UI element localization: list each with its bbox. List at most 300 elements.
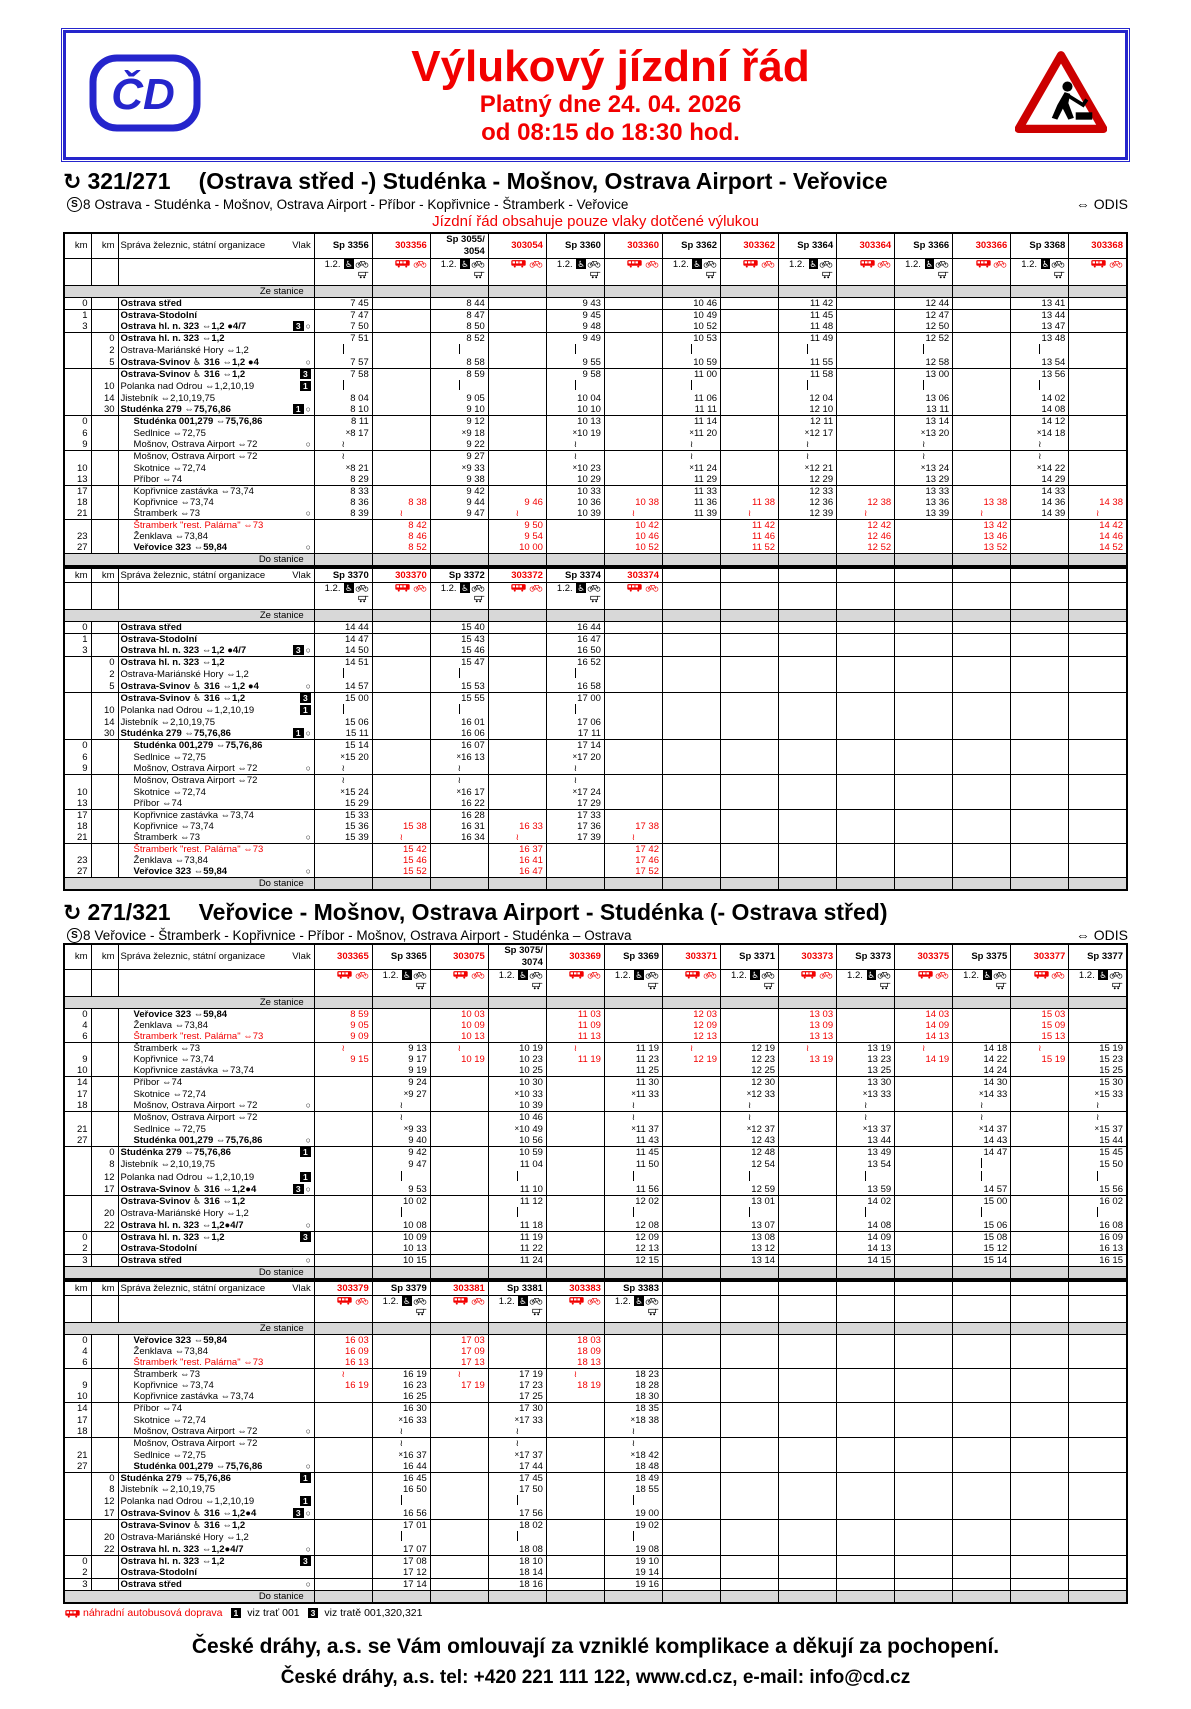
time-cell	[430, 1043, 488, 1055]
time-cell	[1011, 657, 1069, 669]
time-cell	[488, 622, 546, 634]
time-cell	[953, 634, 1011, 646]
time-cell	[953, 1100, 1011, 1112]
time-cell: 11 49	[779, 333, 837, 345]
km-cell	[64, 1043, 91, 1055]
train-icons	[721, 259, 779, 286]
time-cell	[546, 1520, 604, 1532]
time-cell	[895, 1556, 953, 1568]
time-cell	[1011, 1232, 1069, 1244]
time-cell: 8 42	[372, 520, 430, 532]
train-number	[1011, 568, 1069, 583]
bike-icon	[471, 1296, 485, 1305]
station-row	[64, 1220, 1127, 1232]
time-cell: 13 09	[779, 1020, 837, 1031]
time-cell	[662, 1449, 720, 1461]
km-cell	[64, 704, 91, 717]
bike-icon	[529, 970, 543, 979]
train-number	[779, 1281, 837, 1296]
time-cell	[1069, 728, 1127, 740]
time-cell: 10 13	[546, 416, 604, 428]
station-row	[64, 497, 1127, 508]
time-cell	[721, 1100, 779, 1112]
station-row	[64, 1579, 1127, 1591]
time-cell	[1069, 1346, 1127, 1357]
time-cell	[779, 1147, 837, 1159]
train-number: 303366	[953, 233, 1011, 259]
time-cell	[953, 786, 1011, 798]
cd-logo	[80, 54, 210, 137]
km-cell: 0	[64, 1009, 91, 1021]
time-cell	[488, 810, 546, 822]
time-cell	[953, 1031, 1011, 1043]
station-name: Ostrava-Svinov ♿ 316 ⇔1,2	[120, 369, 246, 380]
time-cell	[895, 1088, 953, 1100]
time-cell	[488, 1335, 546, 1347]
bus-icon	[918, 970, 933, 979]
time-cell: 16 56	[372, 1508, 430, 1520]
time-cell	[779, 451, 837, 463]
time-cell	[430, 1123, 488, 1135]
km-cell: 18	[64, 821, 91, 832]
time-cell	[837, 622, 895, 634]
time-cell: 9 42	[372, 1147, 430, 1159]
time-cell	[546, 1484, 604, 1495]
km-cell: 27	[64, 1135, 91, 1147]
train-number	[895, 1281, 953, 1296]
time-cell	[604, 657, 662, 669]
time-cell: 12 54	[721, 1158, 779, 1171]
time-cell	[430, 1232, 488, 1244]
time-cell	[1011, 728, 1069, 740]
station-row	[64, 1461, 1127, 1473]
station-name: Příbor ⇔74	[133, 1403, 183, 1414]
time-cell: 16 47	[546, 634, 604, 646]
time-cell	[1069, 380, 1127, 393]
time-cell	[837, 1567, 895, 1579]
km-cell	[64, 1544, 91, 1556]
time-cell	[314, 1196, 372, 1208]
time-cell	[1011, 1579, 1069, 1591]
time-cell	[662, 1357, 720, 1369]
bus-icon	[395, 583, 410, 592]
time-cell	[1011, 1380, 1069, 1391]
time-cell	[837, 310, 895, 322]
time-cell	[1011, 645, 1069, 657]
km-cell	[91, 310, 118, 322]
wheelchair-icon: ♿	[577, 259, 585, 269]
time-cell	[662, 1484, 720, 1495]
time-cell	[314, 1077, 372, 1089]
no-stop-squiggle: ≀	[689, 1043, 694, 1053]
station-row	[64, 1567, 1127, 1579]
km-cell	[91, 1357, 118, 1369]
time-cell: ×10 33	[488, 1088, 546, 1100]
time-cell	[314, 1426, 372, 1438]
station-row	[64, 344, 1127, 357]
no-stop-squiggle: ≀	[341, 775, 345, 785]
station-row	[64, 1508, 1127, 1520]
bike-icon	[819, 259, 833, 268]
station-row	[64, 1438, 1127, 1450]
station-row	[64, 1255, 1127, 1267]
time-cell	[779, 1158, 837, 1171]
time-cell	[314, 1473, 372, 1485]
train-number: 303375	[895, 944, 953, 970]
pass-through-mark	[575, 380, 576, 390]
luggage-cart-icon	[764, 982, 775, 990]
time-cell	[430, 1438, 488, 1450]
time-cell: 19 10	[604, 1556, 662, 1568]
time-cell	[546, 1065, 604, 1077]
time-cell	[372, 740, 430, 752]
time-cell	[895, 1232, 953, 1244]
wheelchair-icon: ♿	[635, 1296, 643, 1306]
bike-icon	[645, 583, 659, 592]
time-cell	[372, 1031, 430, 1043]
time-cell	[837, 439, 895, 451]
time-cell: 13 06	[895, 393, 953, 404]
stop-circle-icon: ○	[305, 866, 311, 876]
time-cell	[662, 451, 720, 463]
station-name: Jistebník ⇔2,10,19,75	[120, 393, 216, 404]
time-cell: 18 55	[604, 1484, 662, 1495]
bus-note-icon: 1	[231, 1608, 242, 1618]
time-cell: 8 59	[430, 369, 488, 381]
time-cell: ×11 33	[604, 1088, 662, 1100]
station-row	[64, 1112, 1127, 1124]
time-cell	[779, 1100, 837, 1112]
pass-through-mark	[1097, 1207, 1098, 1217]
time-cell	[1069, 344, 1127, 357]
time-cell: 12 48	[721, 1147, 779, 1159]
time-cell	[372, 1335, 430, 1347]
time-cell	[430, 844, 488, 856]
time-cell	[721, 634, 779, 646]
time-cell	[1069, 369, 1127, 381]
time-cell: 10 08	[372, 1220, 430, 1232]
time-cell	[604, 1357, 662, 1369]
time-cell	[1011, 832, 1069, 844]
bus-icon	[453, 1296, 468, 1305]
time-cell	[837, 693, 895, 705]
time-cell: 16 31	[430, 821, 488, 832]
time-cell: 11 42	[779, 298, 837, 310]
request-stop-mark: ×	[862, 1089, 868, 1098]
train-icons	[895, 583, 953, 610]
time-cell	[895, 855, 953, 866]
time-cell	[1011, 1171, 1069, 1184]
legend-row	[65, 1607, 1128, 1619]
time-cell	[1011, 786, 1069, 798]
timetable-3	[63, 943, 1128, 1280]
request-stop-mark: ×	[1036, 463, 1042, 472]
time-cell	[953, 357, 1011, 369]
time-cell	[779, 728, 837, 740]
time-cell: 16 02	[1069, 1196, 1127, 1208]
time-cell	[546, 1135, 604, 1147]
time-cell	[895, 1484, 953, 1495]
time-cell: 10 02	[372, 1196, 430, 1208]
pass-through-mark	[981, 1207, 982, 1217]
time-cell: 9 46	[488, 497, 546, 508]
wheelchair-icon: ♿	[983, 970, 992, 980]
time-cell	[837, 369, 895, 381]
time-cell	[546, 1158, 604, 1171]
time-cell: 9 45	[546, 310, 604, 322]
time-cell	[546, 1438, 604, 1450]
time-cell	[662, 832, 720, 844]
time-cell	[721, 1020, 779, 1031]
station-name: Studénka 001,279 ⇔75,76,86	[133, 416, 263, 427]
pass-through-mark	[1097, 1171, 1098, 1181]
station-name: Ostrava-Stodolní	[120, 634, 198, 645]
bus-icon	[395, 259, 410, 268]
station-row	[64, 439, 1127, 451]
time-cell	[488, 1426, 546, 1438]
time-cell	[721, 1391, 779, 1403]
time-cell	[953, 1357, 1011, 1369]
time-cell: 17 36	[546, 821, 604, 832]
time-cell	[1011, 1544, 1069, 1556]
time-cell	[779, 1403, 837, 1415]
time-cell	[430, 1100, 488, 1112]
train-number	[721, 568, 779, 583]
time-cell	[1011, 1357, 1069, 1369]
bus-icon	[801, 970, 816, 979]
time-cell	[1011, 1158, 1069, 1171]
time-cell: 16 44	[372, 1461, 430, 1473]
time-cell	[1069, 855, 1127, 866]
km-cell	[91, 1391, 118, 1403]
no-stop-squiggle: ≀	[922, 451, 926, 461]
time-cell	[895, 1508, 953, 1520]
no-stop-squiggle: ≀	[805, 1043, 810, 1053]
time-cell: 9 24	[372, 1077, 430, 1089]
time-cell	[1011, 1207, 1069, 1220]
station-row	[64, 1088, 1127, 1100]
time-cell: 11 24	[488, 1255, 546, 1267]
bus-note-icon: 1	[293, 728, 304, 738]
time-cell	[546, 1184, 604, 1196]
time-cell: 9 47	[430, 508, 488, 520]
train-icons: 1.2. ♿	[488, 1296, 546, 1323]
time-cell	[1011, 821, 1069, 832]
station-name: Příbor ⇔74	[133, 1077, 183, 1088]
time-cell: 9 22	[430, 439, 488, 451]
km-cell	[64, 1520, 91, 1532]
time-cell: 9 10	[430, 404, 488, 416]
bike-icon	[587, 970, 601, 979]
time-cell	[1069, 1438, 1127, 1450]
station-row	[64, 1043, 1127, 1055]
time-cell	[953, 1438, 1011, 1450]
time-cell	[314, 844, 372, 856]
bike-icon	[355, 583, 369, 592]
time-cell	[953, 855, 1011, 866]
train-icons: 1.2. ♿	[953, 970, 1011, 997]
time-cell	[604, 798, 662, 810]
time-cell	[779, 1495, 837, 1508]
time-cell	[604, 728, 662, 740]
luggage-cart-icon	[416, 1308, 427, 1316]
bike-icon	[471, 970, 485, 979]
pass-through-mark	[1039, 380, 1040, 390]
km-cell	[91, 1031, 118, 1043]
time-cell	[546, 1369, 604, 1381]
time-cell: 11 25	[604, 1065, 662, 1077]
time-cell	[604, 1100, 662, 1112]
stop-circle-icon: ○	[305, 542, 311, 552]
time-cell: 18 02	[488, 1520, 546, 1532]
km-cell: 10	[91, 704, 118, 717]
time-cell: 14 43	[953, 1135, 1011, 1147]
bus-note-icon: 3	[293, 645, 304, 655]
time-cell	[895, 1531, 953, 1544]
time-cell: 10 46	[488, 1112, 546, 1124]
time-cell	[372, 404, 430, 416]
time-cell	[779, 1088, 837, 1100]
time-cell	[1069, 1461, 1127, 1473]
train-number	[779, 568, 837, 583]
km-cell: 30	[91, 404, 118, 416]
km-cell: 17	[64, 810, 91, 822]
station-name: Studénka 001,279 ⇔75,76,86	[133, 1461, 263, 1472]
time-cell: 12 36	[779, 497, 837, 508]
request-stop-mark: ×	[345, 428, 351, 437]
time-cell	[1069, 1357, 1127, 1369]
time-cell	[372, 439, 430, 451]
time-cell: 13 33	[895, 486, 953, 498]
time-cell: 12 09	[662, 1020, 720, 1031]
time-cell	[314, 1484, 372, 1495]
no-stop-squiggle: ≀	[515, 1426, 520, 1436]
time-cell	[895, 1461, 953, 1473]
time-cell	[721, 786, 779, 798]
pass-through-mark	[865, 1171, 866, 1181]
time-cell: 15 06	[314, 717, 372, 728]
time-cell: 18 23	[604, 1369, 662, 1381]
time-cell: 14 29	[1011, 474, 1069, 486]
time-cell	[488, 751, 546, 763]
time-cell	[430, 855, 488, 866]
bus-icon	[511, 259, 526, 268]
no-stop-squiggle: ≀	[573, 451, 578, 461]
time-cell: 13 41	[1011, 298, 1069, 310]
time-cell	[779, 344, 837, 357]
time-cell: 11 19	[604, 1043, 662, 1055]
time-cell	[953, 821, 1011, 832]
time-cell	[662, 657, 720, 669]
pass-through-mark	[981, 1171, 982, 1181]
bus-icon	[627, 259, 642, 268]
line-row-1	[67, 196, 1128, 212]
pass-through-mark	[459, 380, 460, 390]
time-cell	[837, 1112, 895, 1124]
time-cell: ×15 33	[1069, 1088, 1127, 1100]
train-icons	[1069, 259, 1127, 286]
time-cell: ×16 37	[372, 1449, 430, 1461]
time-cell: 16 50	[372, 1484, 430, 1495]
km-cell: 17	[64, 1088, 91, 1100]
time-cell	[314, 1171, 372, 1184]
time-cell	[604, 751, 662, 763]
no-stop-squiggle: ≀	[1038, 439, 1042, 449]
time-cell	[837, 645, 895, 657]
train-number: Sp 3362	[662, 233, 720, 259]
time-cell	[895, 1520, 953, 1532]
stop-circle-icon: ○	[305, 404, 311, 414]
time-cell	[953, 1380, 1011, 1391]
time-cell	[662, 1426, 720, 1438]
time-cell	[662, 844, 720, 856]
bus-note-icon: 3	[293, 1508, 304, 1518]
time-cell: 11 13	[546, 1031, 604, 1043]
km-cell	[64, 451, 91, 463]
time-cell	[372, 622, 430, 634]
pass-through-mark	[807, 344, 808, 354]
time-cell	[662, 1579, 720, 1591]
station-name: Kopřivnice ⇔73,74	[133, 1054, 214, 1065]
time-cell	[314, 704, 372, 717]
time-cell: 15 23	[1069, 1054, 1127, 1065]
station-row	[64, 508, 1127, 520]
time-cell	[662, 1147, 720, 1159]
wheelchair-icon: ♿	[403, 1296, 411, 1306]
station-row	[64, 1520, 1127, 1532]
station-name: Kopřivnice ⇔73,74	[133, 1380, 214, 1391]
time-cell: 15 39	[314, 832, 372, 844]
timetable-grid: km km Správa železnic, státní organizace Vlak Sp 3370 303370 Sp 3372 303372 Sp 3374 303374 1.2. ♿ 1.2. ♿ 1.2. ♿ Ze stanice 0 Ostrava střed 14 44 15 40 16 44 1 Ostrava-Stodolní 14 47 15 43 16 47 3 Ostrava hl. n. 323 ⇔1,2 ●4/7 3 ○ 14 50 15 46 16 50 0 Ostrava hl. n. 323 ⇔1,2 14 51 15 47 16 52 2 Ostrava-Mariánské Hory ⇔1,2 5 Ostrava-Svinov ♿ 316 ⇔1,2 ●4 ○ 14 57 15 53 16 58 Ostrava-Svinov ♿ 316 ⇔1,2 3 15 00 15 55 17 00 10 Polanka nad Odrou ⇔1,2,10,19 1 14 Jistebník ⇔2,10,19,75 15 06 16 01 17 06 30 Studénka 279 ⇔75,76,86 1 ○ 15 11 16 06 17 11 0 Studénka 001,279 ⇔75,76,86 15 14 16 07 17 14 6 Sedlnice ⇔72,75 ×15 20 ×16 13 ×17 20 9 Mošnov, Ostrava Airport ⇔72 ○ ≀ ≀ ≀ Mošnov, Ostrava Airport ⇔72 ≀ ≀ ≀ 10 Skotnice ⇔72,74 ×15 24 ×16 17 ×17 24 13 Příbor ⇔74 15 29 16 22 17 29 17 Kopřivnice zastávka ⇔73,74 15 33 16 28 17 33 18 Kopřivnice ⇔73,74 15 36 15 38 16 31 16 33 17 36 17 38 21 Štramberk ⇔73 ○ 15 39 ≀ 16 34 ≀ 17 39 ≀ Štramberk "rest. Palárna" ⇔73 15 42 16 37 17 42 23 Ženklava ⇔73,84 15 46 16 41 17 46 27 Veřovice 323 ⇔59,84 ○ 15 52 16 47 17 52 Do stanice	[63, 567, 1128, 891]
time-cell	[488, 321, 546, 333]
km-cell: 21	[64, 1123, 91, 1135]
stop-circle-icon: ○	[305, 508, 311, 518]
time-cell	[721, 855, 779, 866]
stop-circle-icon: ○	[305, 681, 311, 691]
time-cell	[837, 657, 895, 669]
timetable-grid: km km Správa železnic, státní organizace Vlak Sp 3356 303356 Sp 3055/ 3054 303054 Sp 3360 303360 Sp 3362 303362 Sp 3364 303364 Sp 3366 303366 Sp 3368 303368 1.2. ♿ 1.2. ♿ 1.2. ♿ 1.2. ♿ 1.2. ♿ 1.2. ♿ 1.2. ♿ Ze stanice 0 Ostrava střed 7 45 8 44 9 43 10 46 11 42 12 44 13 41 1 Ostrava-Stodolní 7 47 8 47 9 45 10 49 11 45 12 47 13 44 3 Ostrava hl. n. 323 ⇔1,2 ●4/7 3 ○ 7 50 8 50 9 48 10 52 11 48 12 50 13 47 0 Ostrava hl. n. 323 ⇔1,2 7 51 8 52 9 49 10 53 11 49 12 52 13 48 2 Ostrava-Mariánské Hory ⇔1,2 5 Ostrava-Svinov ♿ 316 ⇔1,2 ●4 ○ 7 57 8 58 9 55 10 59 11 55 12 58 13 54 Ostrava-Svinov ♿ 316 ⇔1,2 3 7 58 8 59 9 58 11 00 11 58 13 00 13 56 10 Polanka nad Odrou ⇔1,2,10,19 1 14 Jistebník ⇔2,10,19,75 8 04 9 05 10 04 11 06 12 04 13 06 14 02 30 Studénka 279 ⇔75,76,86 1 ○ 8 10 9 10 10 10 11 11 12 10 13 11 14 08 0 Studénka 001,279 ⇔75,76,86 8 11 9 12 10 13 11 14 12 11 13 14 14 12 6 Sedlnice ⇔72,75 ×8 17 ×9 18 ×10 19 ×11 20 ×12 17 ×13 20 ×14 18 9 Mošnov, Ostrava Airport ⇔72 ○ ≀ 9 22 ≀ ≀ ≀ ≀ ≀ Mošnov, Ostrava Airport ⇔72 ≀ 9 27 ≀ ≀ ≀ ≀ ≀ 10 Skotnice ⇔72,74 ×8 21 ×9 33 ×10 23 ×11 24 ×12 21 ×13 24 ×14 22 13 Příbor ⇔74 8 29 9 38 10 29 11 29 12 29 13 29 14 29 17 Kopřivnice zastávka ⇔73,74 8 33 9 42 10 33 11 33 12 33 13 33 14 33 18 Kopřivnice ⇔73,74 8 36 8 38 9 44 9 46 10 36 10 38 11 36 11 38 12 36 12 38 13 36 13 38 14 36 14 38 21 Štramberk ⇔73 ○ 8 39 ≀ 9 47 ≀ 10 39 ≀ 11 39 ≀ 12 39 ≀ 13 39 ≀ 14 39 ≀ Štramberk "rest. Palárna" ⇔73 8 42 9 50 10 42 11 42 12 42 13 42 14 42 23 Ženklava ⇔73,84 8 46 9 54 10 46 11 46 12 46 13 46 14 46 27 Veřovice 323 ⇔59,84 ○ 8 52 10 00 10 52 11 52 12 52 13 52 14 52 Do stanice	[63, 232, 1128, 567]
time-cell	[895, 728, 953, 740]
time-cell	[779, 1207, 837, 1220]
vlak-label: Vlak	[292, 951, 311, 962]
time-cell: 16 19	[372, 1369, 430, 1381]
request-stop-mark: ×	[461, 463, 467, 472]
station-row	[64, 298, 1127, 310]
time-cell	[779, 1184, 837, 1196]
station-row	[64, 1243, 1127, 1255]
time-cell	[1011, 1449, 1069, 1461]
km-cell	[64, 717, 91, 728]
km-cell	[91, 1461, 118, 1473]
time-cell	[314, 439, 372, 451]
km-cell: 5	[91, 357, 118, 369]
time-cell: 9 05	[430, 393, 488, 404]
time-cell	[837, 798, 895, 810]
time-cell	[779, 622, 837, 634]
time-cell	[721, 821, 779, 832]
no-stop-squiggle: ≀	[1095, 1112, 1100, 1122]
pass-through-mark	[575, 668, 576, 678]
time-cell	[1069, 1414, 1127, 1426]
train-icons: 1.2. ♿	[488, 970, 546, 997]
direction-label: Ze stanice	[64, 997, 314, 1009]
time-cell	[430, 775, 488, 787]
interval-circle-icon: ↻	[63, 900, 82, 925]
bus-icon	[569, 970, 584, 979]
bike-icon	[413, 970, 427, 979]
time-cell: 13 30	[837, 1077, 895, 1089]
direction-label: Do stanice	[64, 1591, 314, 1604]
